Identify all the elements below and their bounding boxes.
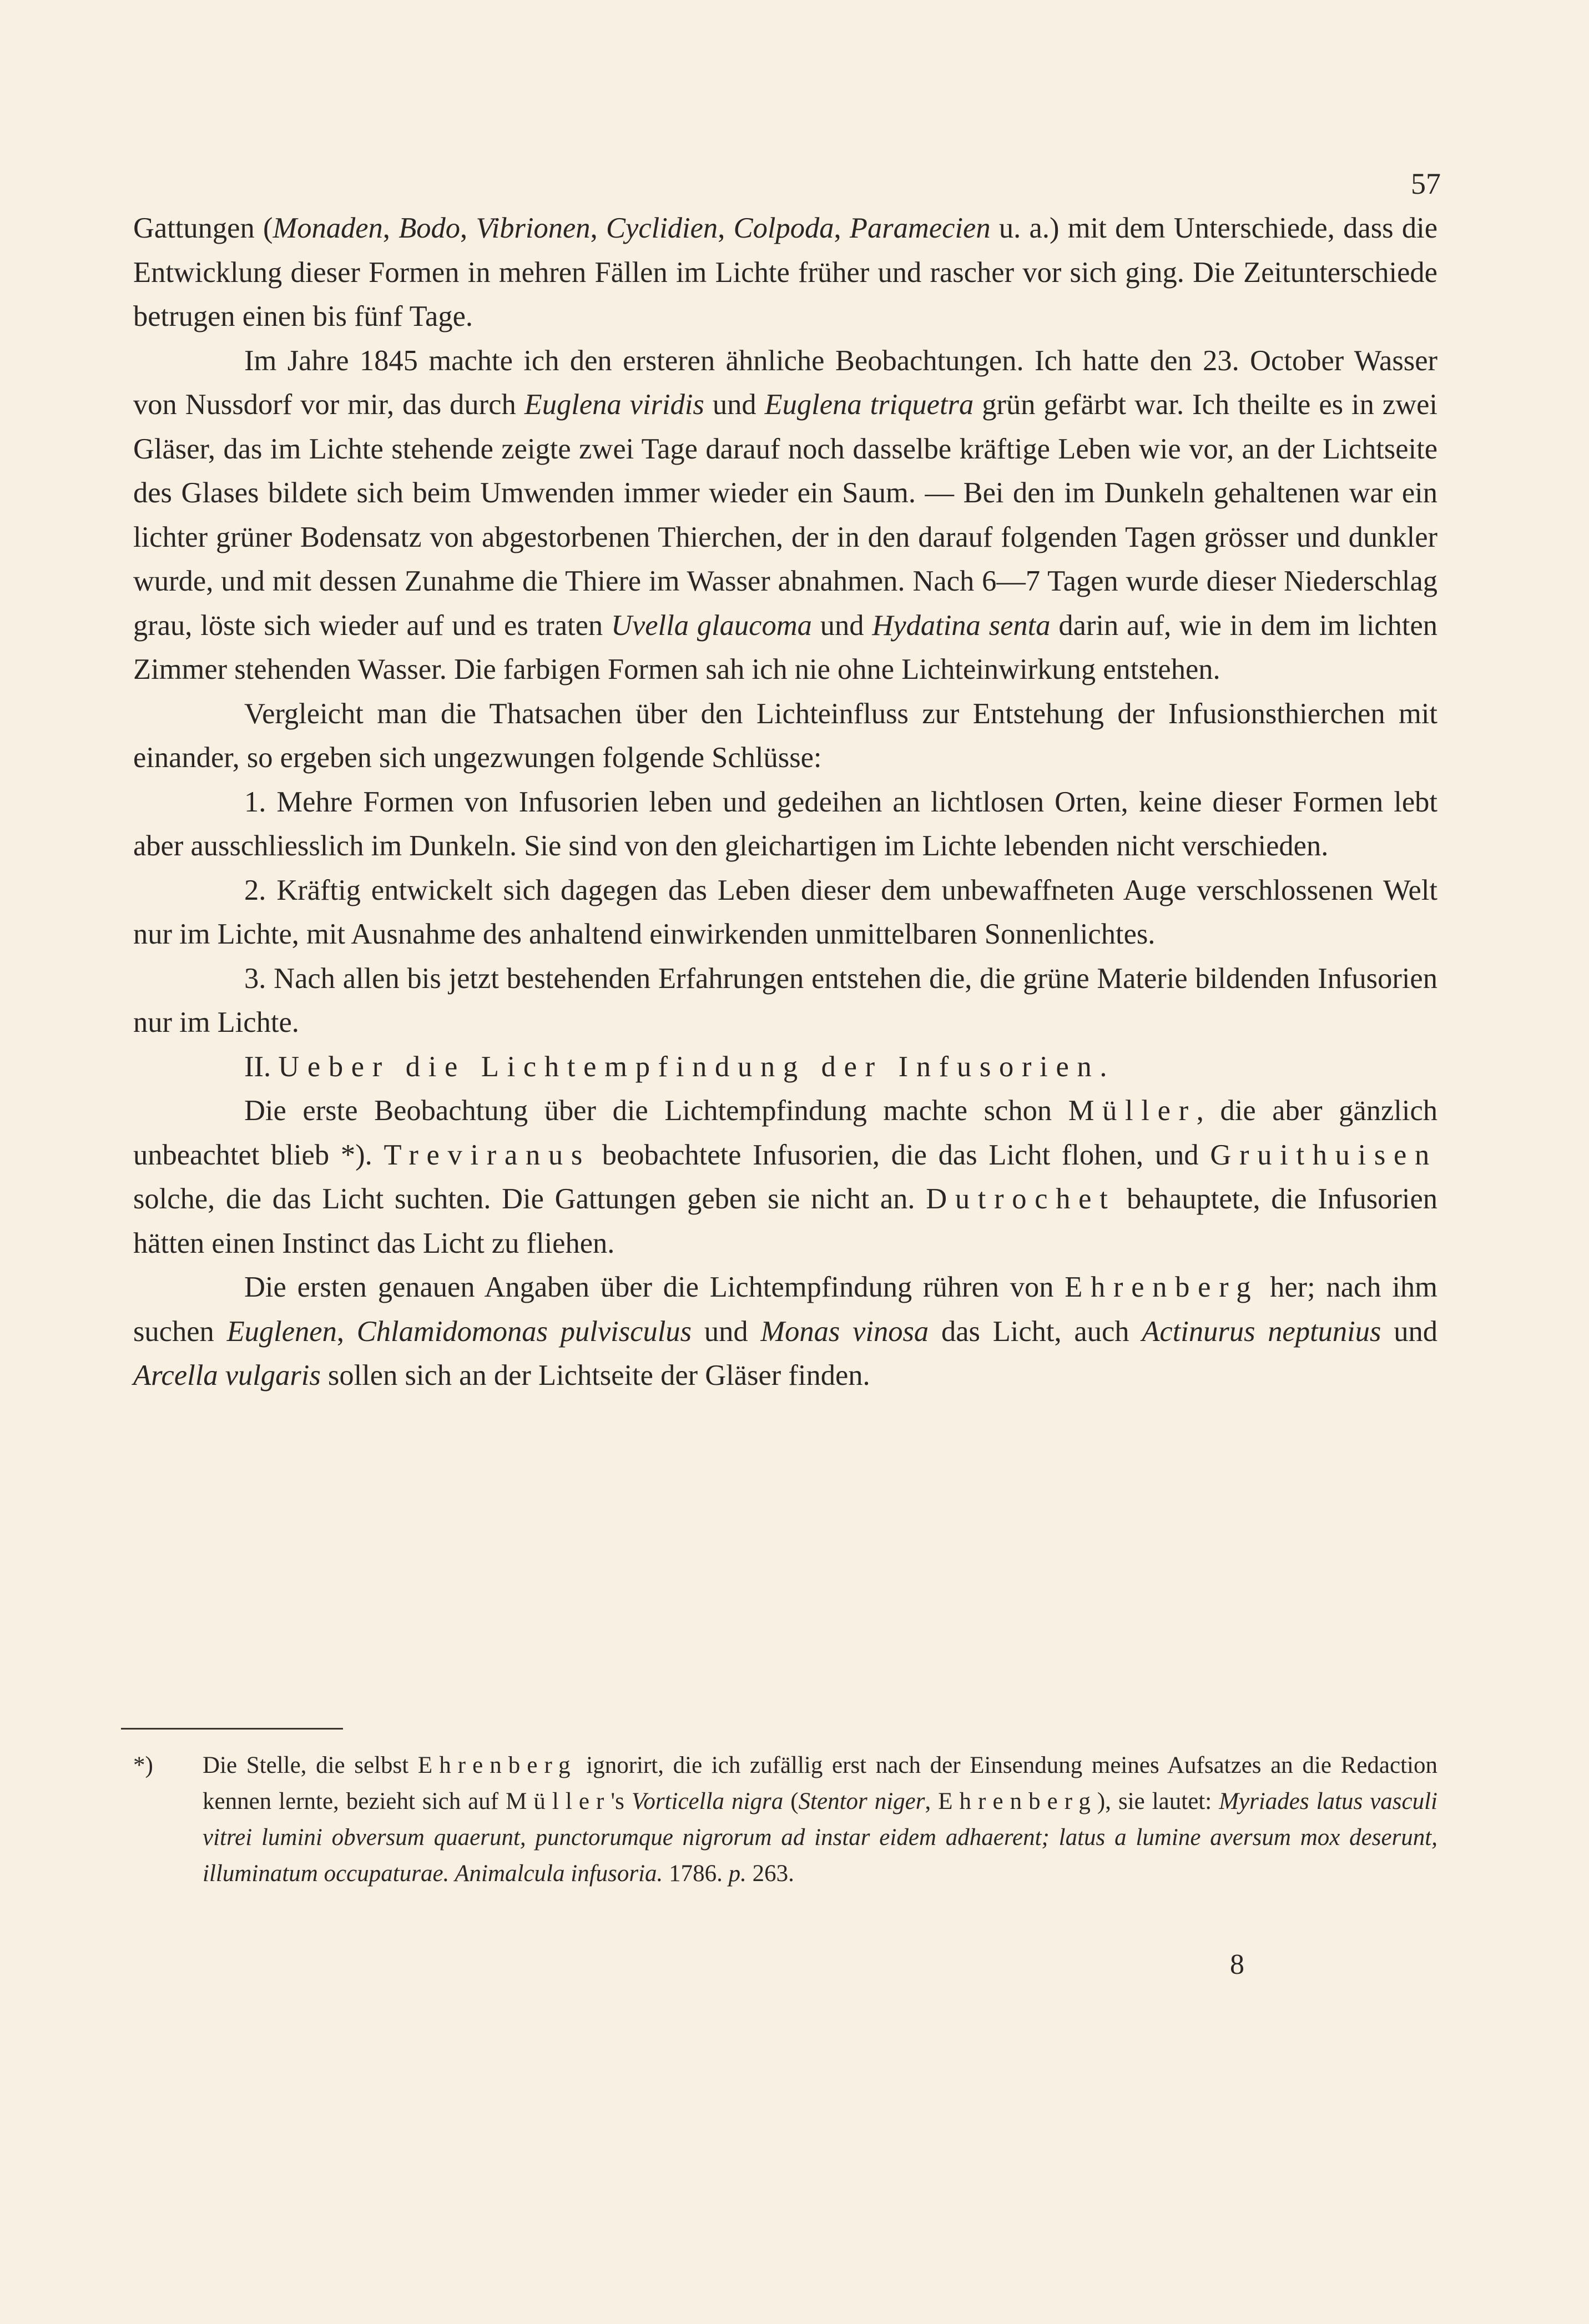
paragraph xyxy=(133,206,1437,339)
paragraph xyxy=(133,957,1437,1045)
page-number: 57 xyxy=(1411,167,1441,200)
spaced-name: Treviranus xyxy=(384,1138,591,1171)
text-run: Vergleicht man die Thatsachen über den Lichteinfluss zur Entstehung der Infusionsthierchen mit einander, so ergeben sich ungezwungen folgende Schlüsse: xyxy=(133,697,1437,774)
italic-run: Actinurus neptunius xyxy=(1142,1315,1381,1348)
spaced-name: Müller xyxy=(506,1788,611,1814)
text-run: , xyxy=(925,1788,939,1814)
text-run: , xyxy=(336,1315,357,1348)
paragraph xyxy=(133,869,1437,957)
text-run: u. a.) mit dem Unterschiede, dass die Entwicklung dieser Formen in mehren Fällen im Lichte früher und rascher vor sich ging. Die Zeitunterschiede betrugen einen bis fünf Tage. xyxy=(133,212,1438,332)
italic-run: Uvella glaucoma xyxy=(611,609,812,642)
italic-run: Vorticella nigra xyxy=(631,1788,784,1814)
text-run: und xyxy=(1381,1315,1437,1348)
text-run: 1. Mehre Formen von Infusorien leben und gedeihen an lichtlosen Orten, keine dieser Formen lebt aber ausschliesslich im Dunkeln. Sie sind von den gleichartigen im Lichte lebenden nicht verschieden. xyxy=(133,785,1437,862)
text-run: und xyxy=(811,609,872,642)
text-run: Die erste Beobachtung über die Lichtempfindung machte schon xyxy=(244,1095,1068,1127)
italic-run: Paramecien xyxy=(849,212,991,244)
italic-run: Colpoda xyxy=(733,212,834,244)
spaced-name: Gruithuisen xyxy=(1210,1138,1437,1171)
footnote-text xyxy=(203,1752,1437,1887)
italic-run: Euglenen xyxy=(226,1315,337,1348)
text-run: , xyxy=(718,212,734,244)
text-run: 2. Kräftig entwickelt sich dagegen das Leben dieser dem unbewaffneten Auge verschlossenen Welt nur im Lichte, mit Ausnahme des anhaltend einwirkenden unmittelbaren Sonnenlichtes. xyxy=(133,874,1437,950)
italic-run: Cyclidien xyxy=(606,212,718,244)
italic-run: Vibrionen xyxy=(476,212,591,244)
text-run: , xyxy=(590,212,606,244)
italic-run: Euglena viridis xyxy=(524,389,704,421)
text-run: , xyxy=(382,212,399,244)
text-run: behauptete, die Infusorien hätten einen Instinct das Licht zu fliehen. xyxy=(133,1183,1437,1259)
spaced-name: Dutrochet xyxy=(926,1183,1116,1215)
text-run: ( xyxy=(783,1788,799,1814)
text-run: , xyxy=(460,212,476,244)
text-run: II. xyxy=(244,1050,279,1083)
italic-run: p. xyxy=(728,1861,746,1887)
footnote xyxy=(133,1747,1437,1892)
italic-run: Arcella vulgaris xyxy=(133,1359,321,1392)
text-run: beobachtete Infusorien, die das Licht flohen, und xyxy=(591,1138,1210,1171)
text-run: her; nach ihm suchen xyxy=(133,1271,1437,1348)
spaced-name: Ehrenberg xyxy=(1065,1271,1259,1303)
text-run: ), sie lautet: xyxy=(1097,1788,1219,1814)
paragraph xyxy=(133,1266,1437,1398)
spaced-name: Müller xyxy=(1068,1095,1197,1127)
italic-run: Monaden xyxy=(273,212,383,244)
text-run: Die ersten genauen Angaben über die Lichtempfindung rühren von xyxy=(244,1271,1065,1303)
paragraph xyxy=(133,339,1437,692)
text-run: Die Stelle, die selbst xyxy=(203,1752,418,1778)
footnotes xyxy=(133,1747,1437,1892)
text-run: 's xyxy=(611,1788,632,1814)
text-run: , die aber gänzlich unbeachtet blieb *). xyxy=(133,1095,1437,1171)
signature-mark: 8 xyxy=(1230,1949,1244,1980)
text-run: 3. Nach allen bis jetzt bestehenden Erfahrungen entstehen die, die grüne Materie bildenden Infusorien nur im Lichte. xyxy=(133,962,1437,1039)
text-run: ignorirt, die ich zufällig erst nach der Einsendung meines Aufsatzes an die Redaction kennen lernte, bezieht sich auf xyxy=(203,1752,1437,1814)
text-run: , xyxy=(834,212,850,244)
text-run: Im Jahre 1845 machte ich den ersteren ähnliche Beobachtungen. Ich hatte den 23. October Wasser von Nussdorf vor mir, das durch xyxy=(133,344,1437,421)
text-run: 263. xyxy=(746,1861,794,1887)
text-run: das Licht, auch xyxy=(929,1315,1142,1348)
paragraph xyxy=(133,780,1437,869)
italic-run: Euglena triquetra xyxy=(764,389,974,421)
paragraph xyxy=(133,692,1437,780)
text-run: 1786. xyxy=(663,1861,729,1887)
footnote-rule xyxy=(121,1728,343,1730)
paragraph xyxy=(133,1089,1437,1266)
section-heading xyxy=(133,1045,1437,1090)
italic-run: Hydatina senta xyxy=(872,609,1051,642)
text-run: darin auf, wie in dem im lichten Zimmer stehenden Wasser. Die farbigen Formen sah ich nie ohne Lichteinwirkung entstehen. xyxy=(133,609,1438,685)
text-run: sollen sich an der Lichtseite der Gläser finden. xyxy=(320,1359,870,1392)
italic-run: Stentor niger xyxy=(798,1788,925,1814)
spaced-name: Ehrenberg xyxy=(938,1788,1097,1814)
spaced-name: Ueber die Lichtempfindung der Infusorien. xyxy=(278,1050,1116,1083)
main-text xyxy=(133,206,1437,1398)
italic-run: Myriades latus vasculi vitrei lumini obversum quaerunt, punctorumque nigrorum ad instar eidem adhaerent; latus a lumine aversum mox deserunt, illuminatum occupaturae. Animalcula infusoria. xyxy=(203,1788,1437,1887)
spaced-name: Ehrenberg xyxy=(417,1752,577,1778)
text-run: solche, die das Licht suchten. Die Gattungen geben sie nicht an. xyxy=(133,1183,926,1215)
text-run: grün gefärbt war. Ich theilte es in zwei Gläser, das im Lichte stehende zeigte zwei Tage darauf noch dasselbe kräftige Leben wie vor, an der Lichtseite des Glases bildete sich beim Umwenden immer wieder ein Saum. — Bei den im Dunkeln gehaltenen war ein lichter grüner Bodensatz von abgestorbenen Thierchen, der in den darauf folgenden Tagen grösser und dunkler wurde, und mit dessen Zunahme die Thiere im Wasser abnahmen. Nach 6—7 Tagen wurde dieser Niederschlag grau, löste sich wieder auf und es traten xyxy=(133,389,1438,642)
italic-run: Chlamidomonas pulvisculus xyxy=(356,1315,692,1348)
footnote-mark: *) xyxy=(133,1752,153,1778)
text-run: Gattungen ( xyxy=(133,212,273,244)
text-run: und xyxy=(692,1315,761,1348)
italic-run: Monas vinosa xyxy=(760,1315,929,1348)
text-run: und xyxy=(704,389,765,421)
italic-run: Bodo xyxy=(398,212,461,244)
